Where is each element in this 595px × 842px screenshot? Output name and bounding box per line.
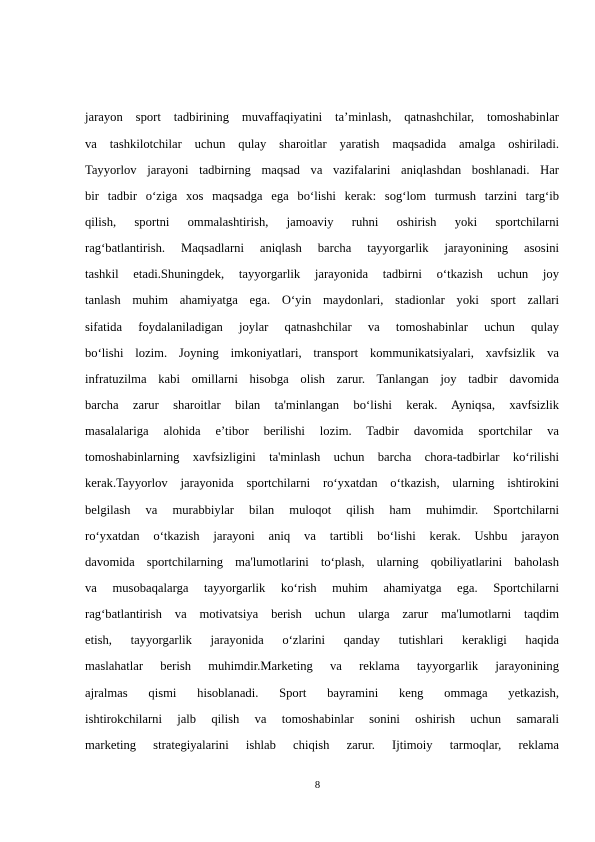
text-line: marketing strategiyalarini ishlab chiqish zarur. Ijtimoiy tarmoqlar, reklama (85, 738, 559, 752)
text-line: tomoshabinlarning xavfsizligini ta'minlash uchun barcha chora-tadbirlar ko‘rilishi (85, 450, 559, 464)
text-line: masalalariga alohida e’tibor berilishi lozim. Tadbir davomida sportchilar va (85, 424, 559, 438)
text-line: belgilash va murabbiylar bilan muloqot qilish ham muhimdir. Sportchilarni (85, 503, 559, 517)
text-line: va musobaqalarga tayyorgarlik ko‘rish muhim ahamiyatga ega. Sportchilarni (85, 581, 559, 595)
text-line: Tayyorlov jarayoni tadbirning maqsad va vazifalarini aniqlashdan boshlanadi. Har (85, 163, 559, 177)
text-line: va tashkilotchilar uchun qulay sharoitlar yaratish maqsadida amalga oshiriladi. (85, 137, 559, 151)
text-line: ro‘yxatdan o‘tkazish jarayoni aniq va tartibli bo‘lishi kerak. Ushbu jarayon (85, 529, 559, 543)
text-line: barcha zarur sharoitlar bilan ta'minlangan bo‘lishi kerak. Ayniqsa, xavfsizlik (85, 398, 559, 412)
text-line: maslahatlar berish muhimdir.Marketing va reklama tayyorgarlik jarayonining (85, 659, 559, 673)
text-line: jarayon sport tadbirining muvaffaqiyatini ta’minlash, qatnashchilar, tomoshabinlar (85, 110, 559, 124)
text-line: etish, tayyorgarlik jarayonida o‘zlarini qanday tutishlari kerakligi haqida (85, 633, 559, 647)
text-line: davomida sportchilarning ma'lumotlarini to‘plash, ularning qobiliyatlarini baholash (85, 555, 559, 569)
text-line: bo‘lishi lozim. Joyning imkoniyatlari, transport kommunikatsiyalari, xavfsizlik va (85, 346, 559, 360)
text-line: sifatida foydalaniladigan joylar qatnashchilar va tomoshabinlar uchun qulay (85, 320, 559, 334)
text-line: qilish, sportni ommalashtirish, jamoaviy ruhni oshirish yoki sportchilarni (85, 215, 559, 229)
text-line: kerak.Tayyorlov jarayonida sportchilarni ro‘yxatdan o‘tkazish, ularning ishtirokini (85, 476, 559, 490)
text-line: infratuzilma kabi omillarni hisobga olish zarur. Tanlangan joy tadbir davomida (85, 372, 559, 386)
text-line: tashkil etadi.Shuningdek, tayyorgarlik jarayonida tadbirni o‘tkazish uchun joy (85, 267, 559, 281)
text-line: rag‘batlantirish va motivatsiya berish uchun ularga zarur ma'lumotlarni taqdim (85, 607, 559, 621)
page-number: 8 (314, 780, 321, 791)
text-line: ajralmas qismi hisoblanadi. Sport bayramini keng ommaga yetkazish, (85, 686, 559, 700)
text-line: ishtirokchilarni jalb qilish va tomoshabinlar sonini oshirish uchun samarali (85, 712, 559, 726)
text-line: tanlash muhim ahamiyatga ega. O‘yin maydonlari, stadionlar yoki sport zallari (85, 293, 559, 307)
text-line: rag‘batlantirish. Maqsadlarni aniqlash barcha tayyorgarlik jarayonining asosini (85, 241, 559, 255)
text-line: bir tadbir o‘ziga xos maqsadga ega bo‘lishi kerak: sog‘lom turmush tarzini targ‘ib (85, 189, 559, 203)
